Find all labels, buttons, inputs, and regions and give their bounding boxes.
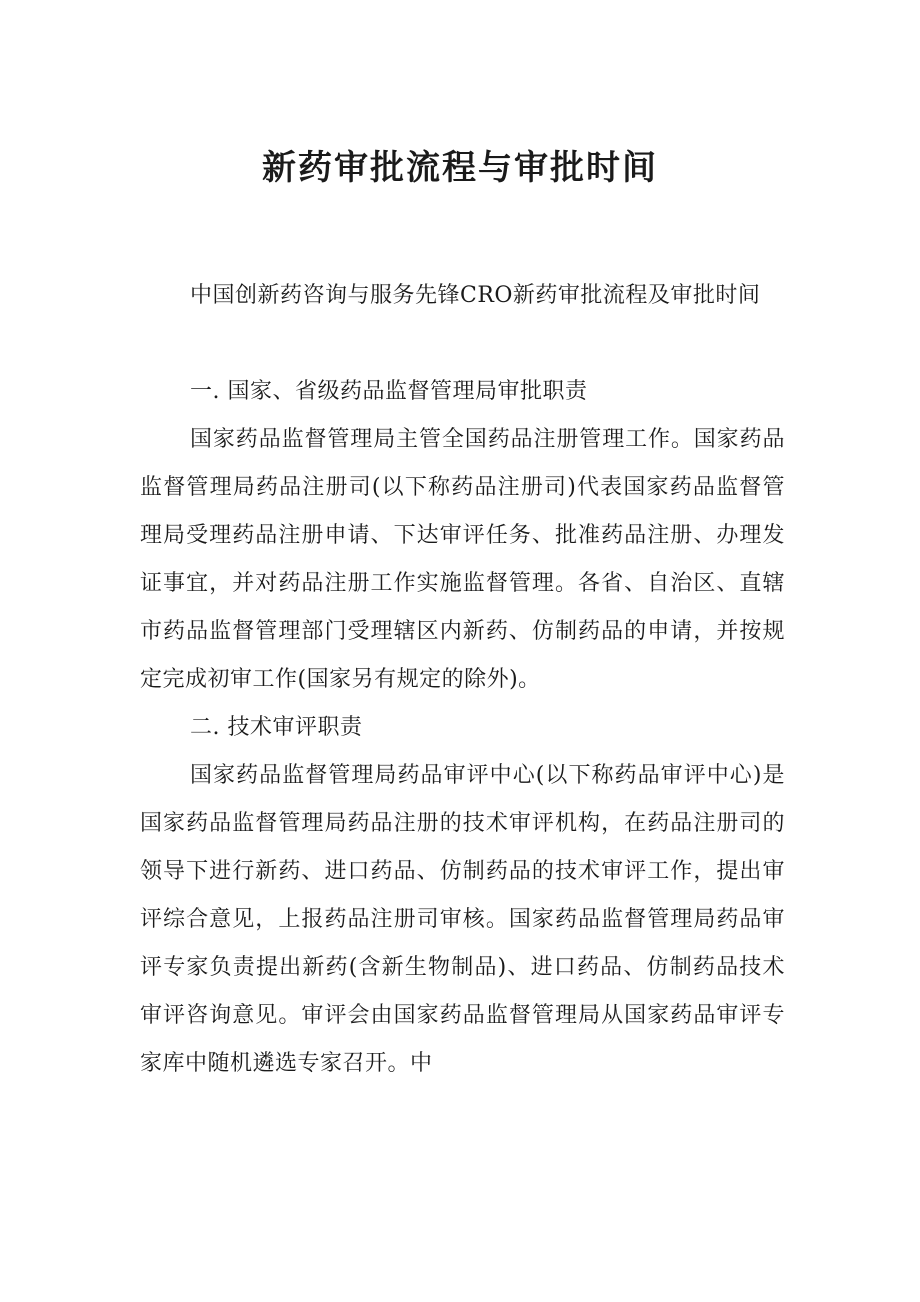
section-1-heading: 一. 国家、省级药品监督管理局审批职责 (190, 379, 588, 404)
section-2-heading: 二. 技术审评职责 (190, 715, 363, 740)
document-body (140, 272, 785, 1088)
section-1-paragraph: 国家药品监督管理局主管全国药品注册管理工作。国家药品监督管理局药品注册司(以下称药品注册司)代表国家药品监督管理局受理药品注册申请、下达审评任务、批准药品注册、办理发证事宜，并对药品注册工作实施监督管理。各省、自治区、直辖市药品监督管理部门受理辖区内新药、仿制药品的申请，并按规定完成初审工作(国家另有规定的除外)。 (140, 427, 785, 692)
document-title: 新药审批流程与审批时间 (262, 148, 658, 188)
section-2-paragraph: 国家药品监督管理局药品审评中心(以下称药品审评中心)是国家药品监督管理局药品注册的技术审评机构，在药品注册司的领导下进行新药、进口药品、仿制药品的技术审评工作，提出审评综合意见，上报药品注册司审核。国家药品监督管理局药品审评专家负责提出新药(含新生物制品)、进口药品、仿制药品技术审评咨询意见。审评会由国家药品监督管理局从国家药品审评专家库中随机遴选专家召开。中 (140, 763, 785, 1076)
paragraph-spacer (140, 320, 785, 368)
intro-paragraph: 中国创新药咨询与服务先锋CRO新药审批流程及审批时间 (190, 283, 761, 308)
